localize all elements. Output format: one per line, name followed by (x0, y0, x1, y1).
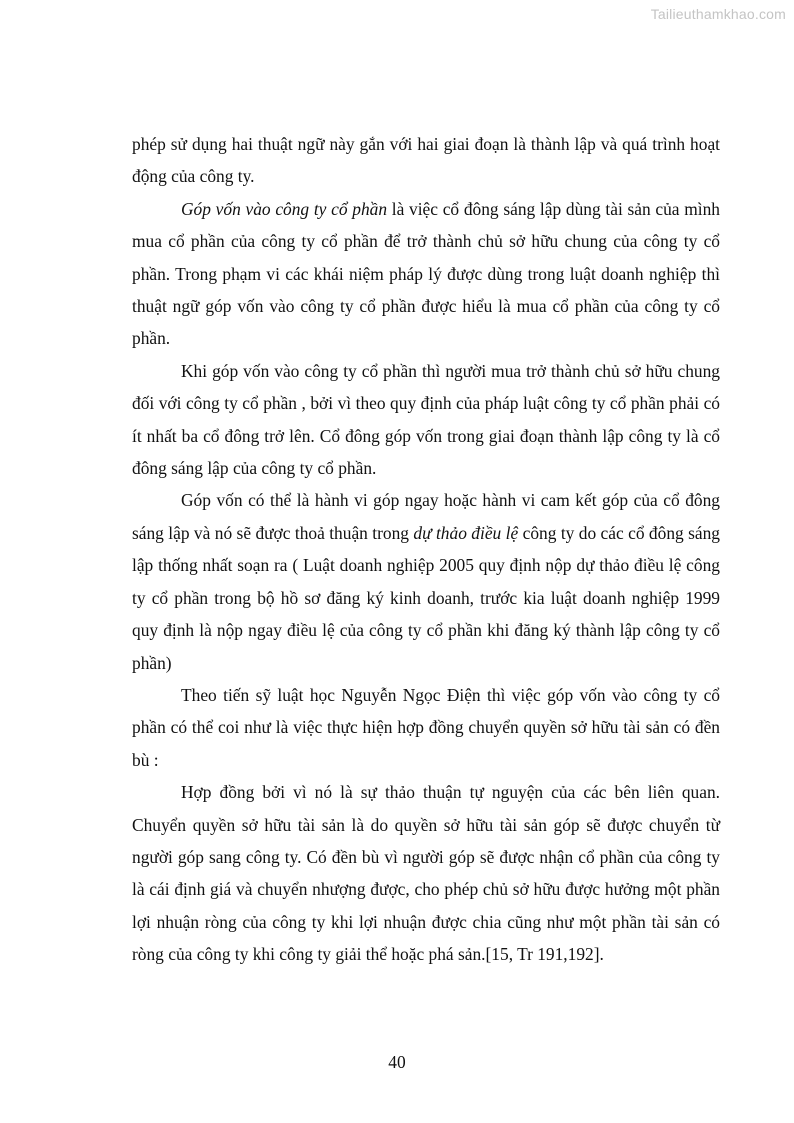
paragraph-text: công ty do các cổ đông sáng lập thống nhất soạn ra ( Luật doanh nghiệp 2005 quy định nộp dự thảo điều lệ công ty cổ phần trong bộ hồ sơ đăng ký kinh doanh, trước kia luật doanh nghiệp 1999 quy định là nộp ngay điều lệ của công ty cổ phần khi đăng ký thành lập công ty cổ phần) (132, 522, 720, 673)
paragraph-continuation (132, 128, 720, 193)
paragraph-text: Hợp đồng bởi vì nó là sự thảo thuận tự nguyện của các bên liên quan. Chuyển quyền sở hữu tài sản là do quyền sở hữu tài sản góp sẽ được chuyển từ người góp sang công ty. Có đền bù vì người góp sẽ được nhận cổ phần của công ty là cái định giá và chuyển nhượng được, cho phép chủ sở hữu được hưởng một phần lợi nhuận ròng của công ty khi lợi nhuận được chia cũng như một phần tài sản có ròng của công ty khi công ty giải thể hoặc phá sản.[15, Tr 191,192]. (132, 782, 720, 965)
paragraph-text: phép sử dụng hai thuật ngữ này gắn với hai giai đoạn là thành lập và quá trình hoạt động của công ty. (132, 134, 720, 187)
paragraph-text: là việc cổ đông sáng lập dùng tài sản của mình mua cổ phần của công ty cổ phần để trở thành chủ sở hữu chung của công ty cổ phần. Trong phạm vi các khái niệm pháp lý được dùng trong luật doanh nghiệp thì thuật ngữ góp vốn vào công ty cổ phần được hiểu là mua cổ phần của công ty cổ phần. (132, 198, 720, 349)
document-body (132, 128, 720, 971)
paragraph-text: Góp vốn có thể là hành vi góp ngay hoặc hành vi cam kết góp của cổ đông sáng lập và nó sẽ được thoả thuận trong (132, 490, 720, 543)
paragraph-text: Theo tiến sỹ luật học Nguyễn Ngọc Điện thì việc góp vốn vào công ty cổ phần có thể coi như là việc thực hiện hợp đồng chuyển quyền sở hữu tài sản có đền bù : (132, 684, 720, 770)
paragraph-contract (132, 776, 720, 970)
italic-term: dự thảo điều lệ (413, 522, 519, 543)
italic-term: Góp vốn vào công ty cổ phần (181, 198, 388, 219)
paragraph-charter (132, 484, 720, 678)
watermark: Tailieuthamkhao.com (650, 6, 786, 22)
page-number: 40 (388, 1052, 406, 1072)
paragraph-definition (132, 193, 720, 355)
paragraph-shareholders (132, 355, 720, 485)
paragraph-text: Khi góp vốn vào công ty cổ phần thì người mua trở thành chủ sở hữu chung đối với công ty cổ phần , bởi vì theo quy định của pháp luật công ty cổ phần phải có ít nhất ba cổ đông trở lên. Cổ đông góp vốn trong giai đoạn thành lập công ty là cổ đông sáng lập của công ty cổ phần. (132, 360, 720, 479)
paragraph-opinion (132, 679, 720, 776)
